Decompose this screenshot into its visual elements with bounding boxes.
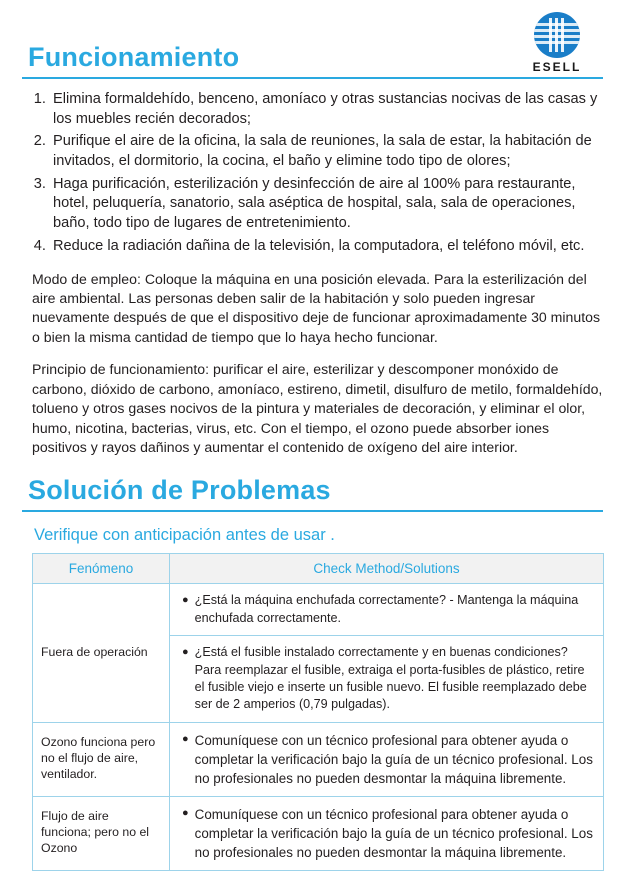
- solution-text: ¿Está la máquina enchufada correctamente? - Mantenga la máquina enchufada correctamente.: [194, 593, 579, 625]
- section-title-solucion: Solución de Problemas: [28, 475, 331, 506]
- bullet-icon: ●: [182, 594, 189, 607]
- column-header-solutions: Check Method/Solutions: [170, 554, 604, 584]
- cell-solutions: [170, 584, 604, 722]
- list-item: 1. Elimina formaldehído, benceno, amoníaco y otras sustancias nocivas de las casas y los muebles recién decorados;: [50, 90, 603, 129]
- bullet-icon: ●: [182, 806, 189, 819]
- cell-phenomenon: Fuera de operación: [33, 584, 170, 722]
- troubleshooting-table: [32, 553, 604, 870]
- table-row: [33, 722, 604, 796]
- solution-item: [170, 635, 603, 722]
- bullet-icon: ●: [182, 646, 189, 659]
- paragraph-principio-de-funcionamiento: Principio de funcionamiento: purificar el aire, esterilizar y descomponer monóxido de carbono, dióxido de carbono, amoníaco, estireno, dimetil, disulfuro de metilo, formaldehído, tolueno y otros gases nocivos de la pintura y materiales de decoración, y eliminar el olor, humo, nicotina, bacterias, virus, etc. Con el tiempo, el ozono puede absorber iones positivos y rayos dañinos y aumentar el contenido de oxígeno del aire interior.: [32, 361, 603, 455]
- table-row: [33, 584, 604, 722]
- section-heading-funcionamiento: [22, 42, 603, 79]
- solution-text: ¿Está el fusible instalado correctamente y en buenas condiciones? Para reemplazar el fusible, extraiga el porta-fusibles de plástico, retire el fusible viejo e inserte un fusible nuevo. El fusible reemplazado debe ser de 2 amperios (0,79 pulgadas).: [194, 645, 587, 712]
- paragraph-modo-de-empleo: Modo de empleo: Coloque la máquina en una posición elevada. Para la esterilización del aire ambiental. Las personas deben salir de la habitación y solo pueden ingresar nuevamente después de que el dispositivo deje de funcionar aproximadamente 30 minutos o bien la misma cantidad de tiempo que lo haya hecho funcionar.: [32, 270, 601, 345]
- section-heading-solucion: [22, 475, 603, 512]
- table-row: [33, 796, 604, 870]
- document-content: [22, 90, 603, 871]
- cell-solutions: [170, 722, 604, 796]
- table-header: [33, 554, 604, 584]
- subheading-verifique: Verifique con anticipación antes de usar .: [34, 526, 335, 545]
- cell-phenomenon: Flujo de aire funciona; pero no el Ozono: [33, 796, 170, 870]
- heading-divider: [22, 77, 603, 79]
- table-header-row: [33, 554, 604, 584]
- cell-phenomenon: Ozono funciona pero no el flujo de aire, ventilador.: [33, 722, 170, 796]
- solution-text: Comuníquese con un técnico profesional para obtener ayuda o completar la verificación bajo la guía de un técnico profesional. Los no profesionales no pueden desmontar la máquina libremente.: [194, 732, 593, 786]
- solution-item: [170, 797, 603, 870]
- list-item: 4. Reduce la radiación dañina de la televisión, la computadora, el teléfono móvil, etc.: [50, 237, 603, 257]
- solution-item: [170, 584, 603, 635]
- bullet-icon: ●: [182, 732, 189, 745]
- list-item: 2. Purifique el aire de la oficina, la sala de reuniones, la sala de estar, la habitación de invitados, el dormitorio, la cocina, el baño y elimine todo tipo de olores;: [50, 132, 603, 171]
- cell-solutions: [170, 796, 604, 870]
- table-body: [33, 584, 604, 870]
- solution-text: Comuníquese con un técnico profesional para obtener ayuda o completar la verificación bajo la guía de un técnico profesional. Los no profesionales no pueden desmontar la máquina libremente.: [194, 806, 593, 860]
- funcionamiento-list: [22, 90, 603, 257]
- page-title: Funcionamiento: [28, 42, 240, 72]
- list-item: 3. Haga purificación, esterilización y desinfección de aire al 100% para restaurante, hotel, peluquería, sanatorio, sala aséptica de hospital, sala, sala de operaciones, baño, todo tipo de lugares de entretenimiento.: [50, 175, 603, 234]
- heading-divider: [22, 510, 603, 512]
- brand-name: ESELL: [532, 60, 582, 74]
- column-header-phenomenon: Fenómeno: [33, 554, 170, 584]
- solution-item: [170, 723, 603, 796]
